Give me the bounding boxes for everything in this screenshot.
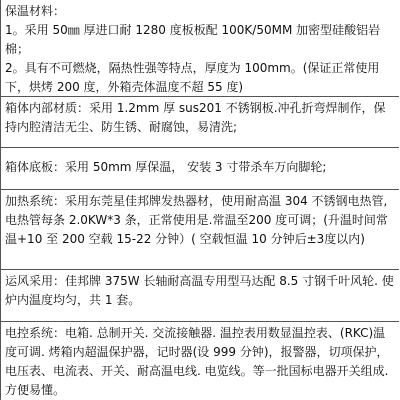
cell-heating-system bbox=[1, 190, 399, 270]
electric-control-text: 电控系统：电箱. 总制开关. 交流接触器. 温控表用数显温控表、(RKC)温度可调. 烤箱内超温保护器，记时器(设 999 分钟)，报警器，切项保护，电压表、电流表、开关、耐高温电线. 电览线。等一批国标电器开关组成. 方便易懂。 bbox=[5, 324, 395, 400]
cell-insulation-material bbox=[1, 0, 399, 97]
insulation-heading: 保温材料： bbox=[5, 4, 66, 18]
air-circulation-text: 运风采用：佳邦牌 375W 长轴耐高温专用型马达配 8.5 寸钢千叶风轮. 使炉内温度均匀，共 1 套。 bbox=[5, 274, 394, 307]
inner-material-text: 箱体内部材质：采用 1.2mm 厚 sus201 不锈钢板.冲孔折弯焊制作，保持内腔清洁无尘、防生锈、耐腐蚀，易清洗; bbox=[5, 101, 386, 134]
heating-system-text: 加热系统：采用东莞星佳邦牌发热器材，使用耐高温 304 不锈钢电热管, 电热管每条 2.0KW*3 条，正常使用是.常温至200 度可调；(升温时间常温+10 至 200 空载 15-22 分钟）( 空载恒温 10 分钟后±3度以内) bbox=[5, 194, 388, 246]
cell-air-circulation bbox=[1, 270, 399, 322]
cell-inner-material bbox=[1, 97, 399, 148]
bottom-plate-text: 箱体底板：采用 50mm 厚保温， 安装 3 寸带杀车万向脚轮; bbox=[5, 160, 327, 174]
insulation-line-2: 2。具有不可燃烧，隔热性强等特点，厚度为 100mm。(保证正常使用下，烘烤 200 度，外箱壳体温度不超 55 度) bbox=[5, 61, 380, 94]
cell-electric-control bbox=[1, 322, 399, 400]
insulation-line-1: 1。采用 50㎜ 厚进口耐 1280 度板板配 100K/50MM 加密型硅酸铝岩棉； bbox=[5, 23, 381, 56]
cell-bottom-plate bbox=[1, 148, 399, 190]
